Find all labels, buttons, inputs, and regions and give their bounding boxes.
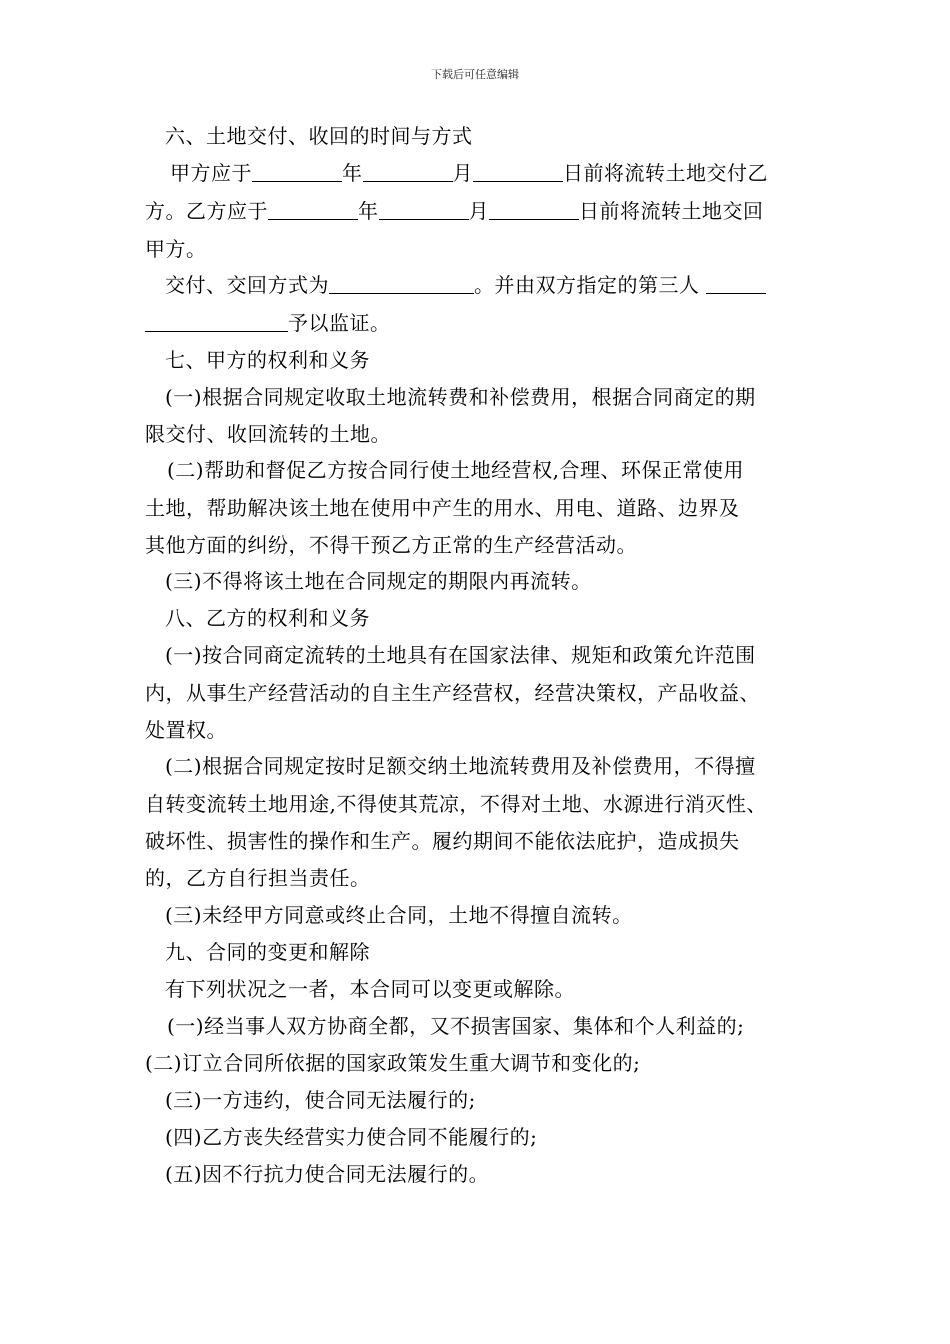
section9-heading: 九、合同的变更和解除 <box>165 940 370 964</box>
section8-heading: 八、乙方的权利和义务 <box>165 606 370 630</box>
text: 日前将流转土地交付乙 <box>563 161 768 185</box>
text: 甲方应于 <box>170 161 252 185</box>
section7-heading: 七、甲方的权利和义务 <box>165 348 370 372</box>
section8-item2-l1: (二)根据合同规定按时足额交纳土地流转费用及补偿费用，不得擅 <box>165 754 756 778</box>
text: 月 <box>452 161 473 185</box>
section8-item2-l3: 破坏性、损害性的操作和生产。履约期间不能依法庇护，造成损失 <box>145 829 740 853</box>
text: 年 <box>342 161 363 185</box>
year-blank[interactable] <box>268 199 358 220</box>
section8-item1-l1: (一)按合同商定流转的土地具有在国家法律、规矩和政策允许范围 <box>165 643 756 667</box>
section7-item2-l1: (二)帮助和督促乙方按合同行使土地经营权,合理、环保正常使用 <box>167 458 744 482</box>
text: 。并由双方指定的第三人 <box>474 273 700 297</box>
section8-item1-l2: 内，从事生产经营活动的自主生产经营权，经营决策权，产品收益、 <box>145 681 760 705</box>
section6-line5 <box>145 310 391 336</box>
section7-item1-l2: 限交付、收回流转的土地。 <box>145 422 391 446</box>
section8-item1-l3: 处置权。 <box>145 718 227 742</box>
section8-item3: (三)未经甲方同意或终止合同，土地不得擅自流转。 <box>165 903 633 927</box>
method-blank[interactable] <box>329 273 474 294</box>
section6-heading: 六、土地交付、收回的时间与方式 <box>165 124 473 148</box>
section6-line1 <box>170 160 768 186</box>
section6-line2 <box>145 198 764 224</box>
section9-intro: 有下列状况之一者，本合同可以变更或解除。 <box>165 977 575 1001</box>
section9-item5: (五)因不行抗力使合同无法履行的。 <box>165 1162 490 1186</box>
section7-item2-l2: 土地，帮助解决该土地在使用中产生的用水、用电、道路、边界及 <box>145 496 740 520</box>
text: 予以监证。 <box>288 311 391 335</box>
text: 月 <box>468 199 489 223</box>
section9-item2: (二)订立合同所依据的国家政策发生重大调节和变化的; <box>145 1051 641 1075</box>
section7-item1-l1: (一)根据合同规定收取土地流转费和补偿费用，根据合同商定的期 <box>165 385 756 409</box>
section6-line3: 甲方。 <box>145 237 207 261</box>
section7-item3: (三)不得将该土地在合同规定的期限内再流转。 <box>165 569 592 593</box>
day-blank[interactable] <box>489 199 579 220</box>
year-blank[interactable] <box>252 161 342 182</box>
section6-line4 <box>165 272 766 298</box>
section9-item4: (四)乙方丧失经营实力使合同不能履行的; <box>165 1125 538 1149</box>
text: 方。乙方应于 <box>145 199 268 223</box>
third-party-blank-cont[interactable] <box>145 311 288 332</box>
section9-item3: (三)一方违约，使合同无法履行的; <box>165 1088 476 1112</box>
section7-item2-l3: 其他方面的纠纷，不得干预乙方正常的生产经营活动。 <box>145 533 637 557</box>
section9-item1: (一)经当事人双方协商全都，又不损害国家、集体和个人利益的; <box>167 1014 745 1038</box>
third-party-blank[interactable] <box>706 273 766 294</box>
month-blank[interactable] <box>379 199 469 220</box>
month-blank[interactable] <box>363 161 453 182</box>
day-blank[interactable] <box>473 161 563 182</box>
text: 日前将流转土地交回 <box>579 199 764 223</box>
page-header: 下载后可任意编辑 <box>431 68 519 81</box>
text: 年 <box>358 199 379 223</box>
section8-item2-l4: 的，乙方自行担当责任。 <box>145 866 371 890</box>
text: 交付、交回方式为 <box>165 273 329 297</box>
section8-item2-l2: 自转变流转土地用途,不得使其荒凉，不得对土地、水源进行消灭性、 <box>145 792 767 816</box>
